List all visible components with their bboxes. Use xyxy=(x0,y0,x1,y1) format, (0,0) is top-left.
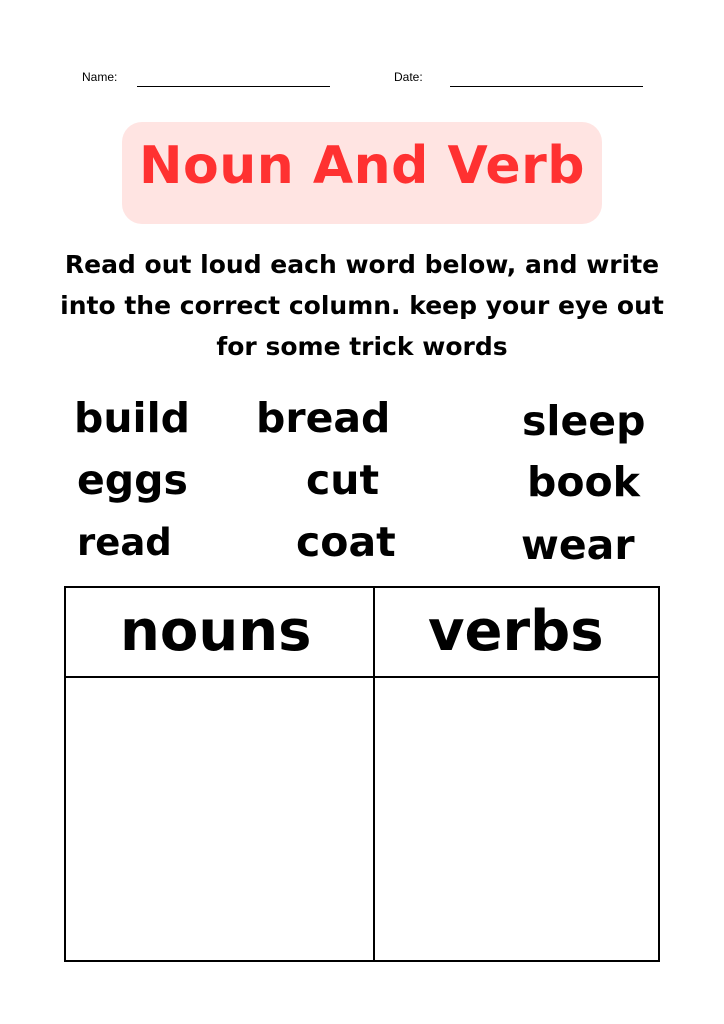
word-bread: bread xyxy=(256,394,391,442)
verbs-header: verbs xyxy=(428,599,604,664)
name-label: Name: xyxy=(82,70,118,84)
date-field[interactable] xyxy=(450,86,643,87)
word-cut: cut xyxy=(306,456,380,504)
name-field[interactable] xyxy=(137,86,330,87)
word-wear: wear xyxy=(521,521,635,569)
word-sleep: sleep xyxy=(522,397,646,445)
verbs-write-area[interactable] xyxy=(375,678,658,960)
instructions-text: Read out loud each word below, and write into the correct column. keep your eye out for some trick words xyxy=(60,250,664,361)
page-title: Noun And Verb xyxy=(138,136,585,196)
nouns-header: nouns xyxy=(120,599,312,664)
word-build: build xyxy=(74,394,190,442)
word-coat: coat xyxy=(296,518,396,566)
word-read: read xyxy=(77,521,172,564)
nouns-write-area[interactable] xyxy=(66,678,373,960)
word-book: book xyxy=(527,458,640,506)
title-banner xyxy=(122,122,602,224)
date-label: Date: xyxy=(394,70,423,84)
word-eggs: eggs xyxy=(77,456,188,504)
sorting-table xyxy=(64,586,660,962)
